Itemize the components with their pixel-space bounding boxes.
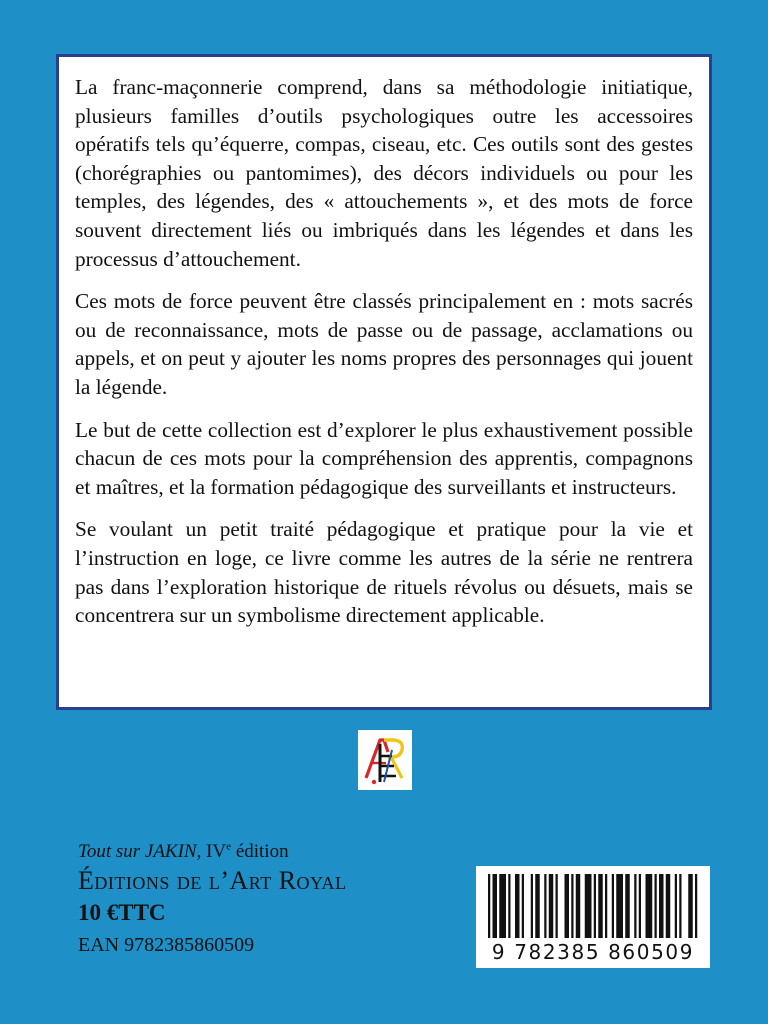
blurb-paragraph-3: Le but de cette collection est d’explorer le plus exhaustivement possible chacun de ces mots pour la compréhension des apprentis, compagnons et maîtres, et la formation pédagogique des surveillants et instructeurs. xyxy=(75,417,693,499)
barcode-digits: 9 782385 860509 xyxy=(491,940,695,964)
publisher-name: Éditions de l’Art Royal xyxy=(78,866,347,895)
blurb-paragraph-4: Se voulant un petit traité pédagogique et pratique pour la vie et l’instruction en loge, ce livre comme les autres de la série ne rentrera pas dans l’exploration historique de rituels révolus ou désuets, mais se concentrera sur un symbolisme directement applicable. xyxy=(75,517,693,628)
ean-line: EAN 9782385860509 xyxy=(78,934,255,956)
edition-number: IV xyxy=(206,841,227,862)
edition-superscript: e xyxy=(226,840,232,853)
imprint-block xyxy=(78,840,478,958)
blurb-paragraph-2: Ces mots de force peuvent être classés principalement en : mots sacrés ou de reconnaissance, mots de passe ou de passage, acclamations ou appels, et on peut y ajouter les noms propres des personnages qui jouent la légende. xyxy=(75,289,693,399)
art-royal-logo-icon xyxy=(358,730,412,790)
barcode-bars-icon xyxy=(476,866,710,942)
edition-line xyxy=(78,840,478,864)
barcode xyxy=(476,866,710,968)
blurb-paragraph-1: La franc-maçonnerie comprend, dans sa méthodologie initiatique, plusieurs familles d’outils psychologiques outre les accessoires opératifs tels qu’équerre, compas, ciseau, etc. Ces outils sont des gestes (chorégraphies ou pantomimes), des décors individuels ou pour les temples, des légendes, des « attouchements », et des mots de force souvent directement liés ou imbriqués dans les légendes et dans les processus d’attouchement. xyxy=(75,75,693,271)
price: 10 €TTC xyxy=(78,900,166,925)
blurb-box xyxy=(56,54,712,710)
edition-word: édition xyxy=(235,841,289,862)
edition-title: Tout sur JAKIN, xyxy=(78,841,202,862)
